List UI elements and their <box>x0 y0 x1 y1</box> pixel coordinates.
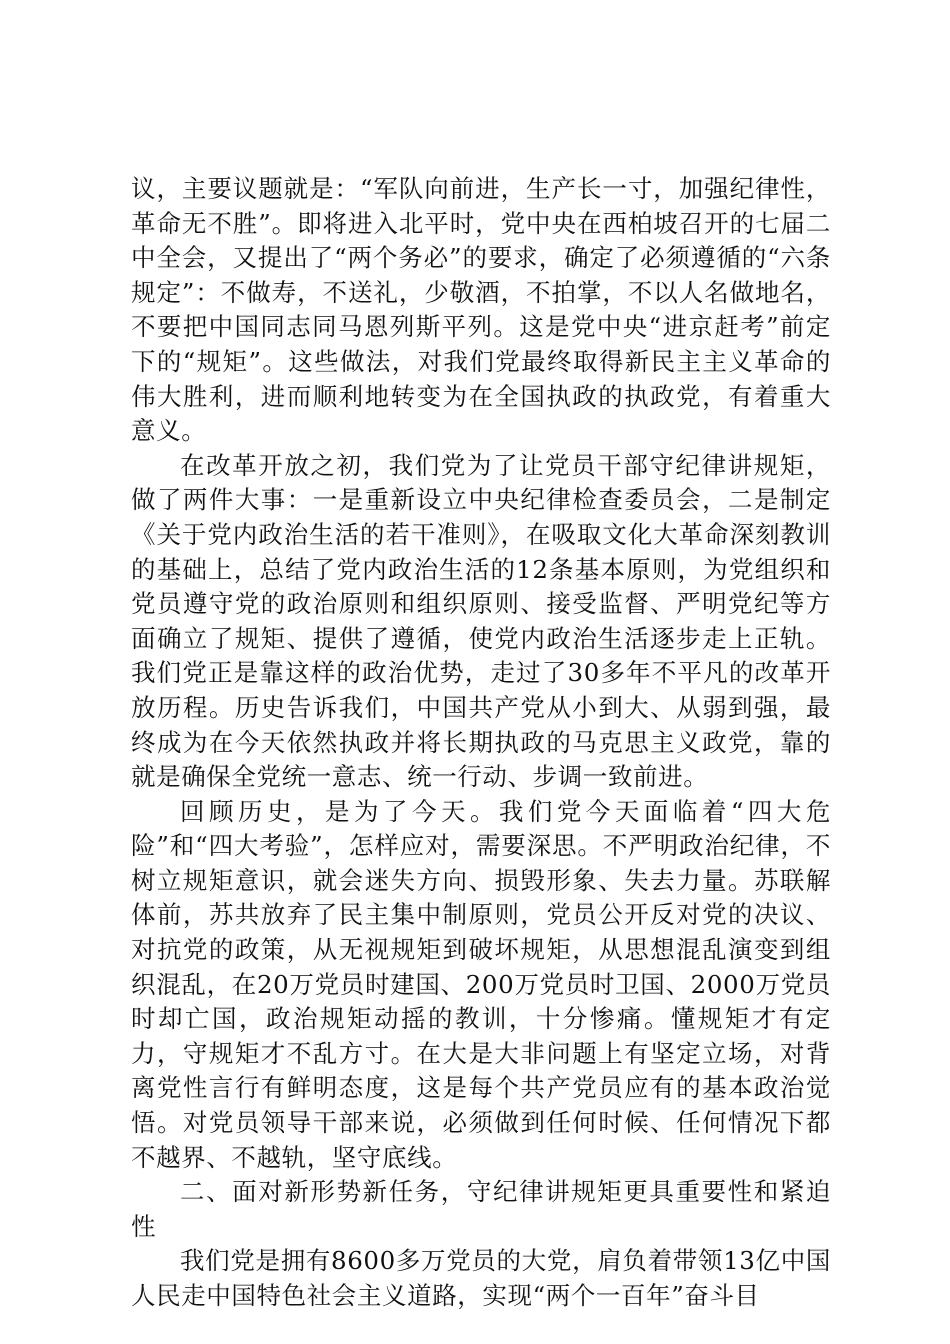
section-heading: 二、面对新形势新任务，守纪律讲规矩更具重要性和紧迫性 <box>131 1177 831 1241</box>
paragraph-reform-era: 在改革开放之初，我们党为了让党员干部守纪律讲规矩，做了两件大事：一是重新设立中央纪律检查委员会，二是制定《关于党内政治生活的若干准则》，在吸取文化大革命深刻教训的基础上，总结了党内政治生活的12条基本原则，为党组织和党员遵守党的政治原则和组织原则、接受监督、严明党纪等方面确立了规矩、提供了遵循，使党内政治生活逐步走上正轨。我们党正是靠这样的政治优势，走过了30多年不平凡的改革开放历程。历史告诉我们，中国共产党从小到大、从弱到强，最终成为在今天依然执政并将长期执政的马克思主义政党，靠的就是确保全党统一意志、统一行动、步调一致前进。 <box>131 450 831 792</box>
paragraph-history-review: 回顾历史，是为了今天。我们党今天面临着“四大危险”和“四大考验”，怎样应对，需要深思。不严明政治纪律，不树立规矩意识，就会迷失方向、损毁形象、失去力量。苏联解体前，苏共放弃了民主集中制原则，党员公开反对党的决议、对抗党的政策，从无视规矩到破坏规矩，从思想混乱演变到组织混乱，在20万党员时建国、200万党员时卫国、2000万党员时却亡国，政治规矩动摇的教训，十分惨痛。懂规矩才有定力，守规矩才不乱方寸。在大是大非问题上有坚定立场，对背离党性言行有鲜明态度，这是每个共产党员应有的基本政治觉悟。对党员领导干部来说，必须做到任何时候、任何情况下都不越界、不越轨，坚守底线。 <box>131 796 831 1172</box>
paragraph-continuation: 议，主要议题就是：“军队向前进，生产长一寸，加强纪律性，革命无不胜”。即将进入北平时，党中央在西柏坡召开的七届二中全会，又提出了“两个务必”的要求，确定了必须遵循的“六条规定”：不做寿，不送礼，少敬酒，不拍掌，不以人名做地名，不要把中国同志同马恩列斯平列。这是党中央“进京赶考”前定下的“规矩”。这些做法，对我们党最终取得新民主主义革命的伟大胜利，进而顺利地转变为在全国执政的执政党，有着重大意义。 <box>131 174 831 446</box>
paragraph-party-size: 我们党是拥有8600多万党员的大党，肩负着带领13亿中国人民走中国特色社会主义道路，实现“两个一百年”奋斗目 <box>131 1246 831 1310</box>
document-body <box>131 172 831 1314</box>
